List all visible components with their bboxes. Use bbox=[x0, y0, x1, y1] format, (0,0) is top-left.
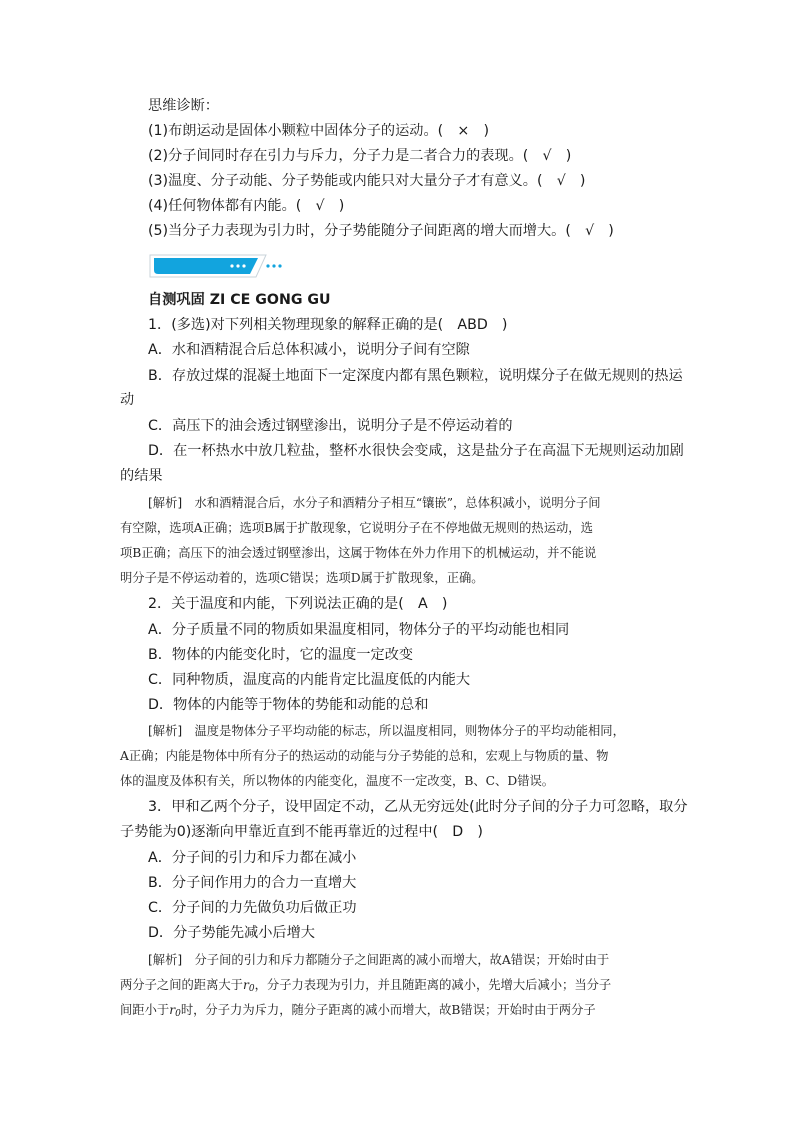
question-stem: 3．甲和乙两个分子，设甲固定不动，乙从无穷远处(此时分子间的分子力可忽略，取分 bbox=[148, 799, 688, 815]
analysis-tag: [解析] bbox=[148, 724, 183, 738]
diagnosis-item: (2)分子间同时存在引力与斥力，分子力是二者合力的表现。( √ ) bbox=[148, 148, 572, 164]
question-option: B．分子间作用力的合力一直增大 bbox=[148, 875, 357, 891]
analysis-line: 间距小于$r_0$时，分子力为斥力，随分子距离的减小而增大，故B错误；开始时由于两分子 bbox=[120, 1003, 596, 1019]
question-option: A．水和酒精混合后总体积减小，说明分子间有空隙 bbox=[148, 342, 470, 358]
question-option: D．分子势能先减小后增大 bbox=[148, 925, 315, 941]
question-stem: 2．关于温度和内能，下列说法正确的是( A ) bbox=[148, 596, 448, 612]
diagnosis-item: (5)当分子力表现为引力时，分子势能随分子间距离的增大而增大。( √ ) bbox=[148, 223, 614, 239]
r0-symbol: $r_0$ bbox=[169, 1003, 181, 1019]
question-option: D．在一杯热水中放几粒盐，整杯水很快会变咸，这是盐分子在高温下无规则运动加剧 bbox=[148, 443, 684, 459]
analysis-line: [解析] 温度是物体分子平均动能的标志，所以温度相同，则物体分子的平均动能相同， bbox=[148, 724, 625, 738]
section-banner-icon bbox=[148, 251, 288, 281]
question-stem-continued: 子势能为0)逐渐向甲靠近直到不能再靠近的过程中( D ) bbox=[120, 824, 483, 840]
question-option: B．物体的内能变化时，它的温度一定改变 bbox=[148, 647, 414, 663]
r0-symbol: $r_0$ bbox=[242, 978, 255, 994]
diagnosis-item: (1)布朗运动是固体小颗粒中固体分子的运动。( × ) bbox=[148, 123, 489, 139]
analysis-line: 项B正确；高压下的油会透过钢壁渗出，这属于物体在外力作用下的机械运动，并不能说 bbox=[120, 546, 597, 560]
analysis-line: 明分子是不停运动着的，选项C错误；选项D属于扩散现象，正确。 bbox=[120, 571, 484, 585]
diagnosis-item: (3)温度、分子动能、分子势能或内能只对大量分子才有意义。( √ ) bbox=[148, 173, 586, 189]
diagnosis-title: 思维诊断： bbox=[148, 98, 219, 114]
question-option: C．分子间的力先做负功后做正功 bbox=[148, 900, 357, 916]
question-stem: 1．(多选)对下列相关物理现象的解释正确的是( ABD ) bbox=[148, 317, 508, 333]
question-option: C．高压下的油会透过钢壁渗出，说明分子是不停运动着的 bbox=[148, 418, 513, 434]
question-option: C．同种物质，温度高的内能肯定比温度低的内能大 bbox=[148, 672, 471, 688]
question-option-continued: 的结果 bbox=[120, 468, 163, 484]
analysis-line: [解析] 水和酒精混合后，水分子和酒精分子相互“镶嵌”，总体积减小，说明分子间 bbox=[148, 496, 601, 510]
analysis-line: 有空隙，选项A正确；选项B属于扩散现象，它说明分子在不停地做无规则的热运动，选 bbox=[120, 521, 593, 535]
diagnosis-item: (4)任何物体都有内能。( √ ) bbox=[148, 198, 345, 214]
analysis-line: 两分子之间的距离大于$r_0$，分子力表现为引力，并且随距离的减小，先增大后减小；当分子 bbox=[120, 978, 612, 994]
section-title: 自测巩固 ZI CE GONG GU bbox=[148, 292, 331, 308]
question-option: A．分子间的引力和斥力都在减小 bbox=[148, 850, 357, 866]
question-option: D．物体的内能等于物体的势能和动能的总和 bbox=[148, 697, 429, 713]
analysis-tag: [解析] bbox=[148, 953, 183, 967]
question-option-continued: 动 bbox=[120, 392, 135, 408]
analysis-line: [解析] 分子间的引力和斥力都随分子之间距离的减小而增大，故A错误；开始时由于 bbox=[148, 953, 610, 967]
analysis-line: 体的温度及体积有关，所以物体的内能变化，温度不一定改变，B、C、D错误。 bbox=[120, 774, 555, 788]
question-option: B．存放过煤的混凝土地面下一定深度内都有黑色颗粒，说明煤分子在做无规则的热运 bbox=[148, 368, 683, 384]
analysis-tag: [解析] bbox=[148, 496, 183, 510]
analysis-line: A正确；内能是物体中所有分子的热运动的动能与分子势能的总和，宏观上与物质的量、物 bbox=[120, 749, 609, 763]
question-option: A．分子质量不同的物质如果温度相同，物体分子的平均动能也相同 bbox=[148, 622, 570, 638]
